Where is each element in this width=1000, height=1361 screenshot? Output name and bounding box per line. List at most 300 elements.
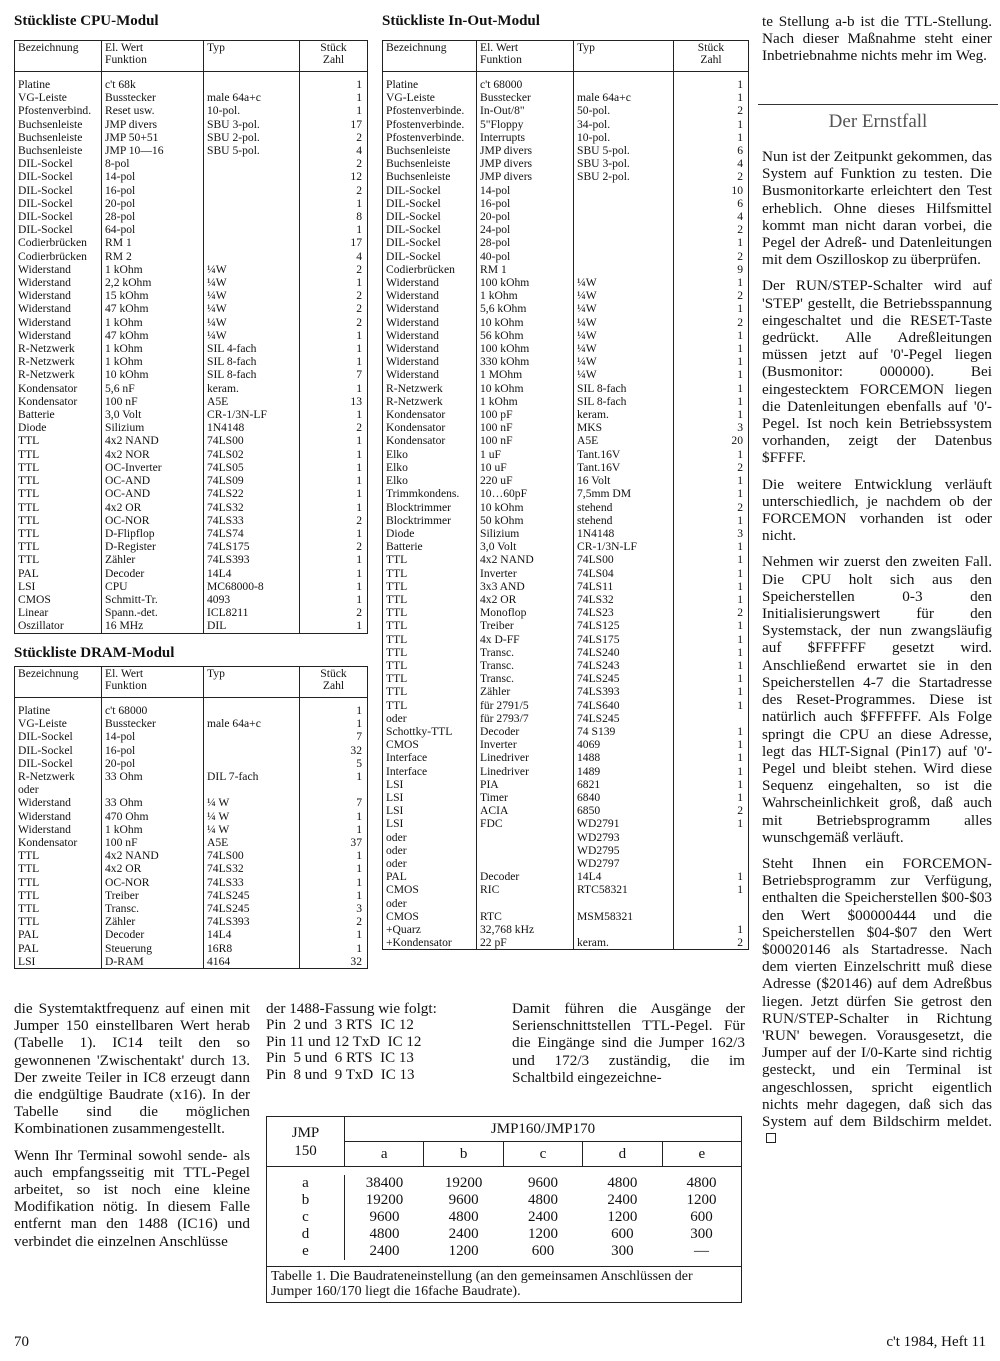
table-cell: SBU 5-pol.	[204, 144, 300, 157]
table-cell: Widerstand	[15, 823, 102, 836]
table-cell	[574, 210, 674, 223]
table-cell: c't 68000	[477, 78, 574, 91]
table-cell: für 2793/7	[477, 712, 574, 725]
table-cell: DIL-Sockel	[383, 210, 477, 223]
table-row	[15, 408, 368, 421]
row-label: c	[267, 1209, 345, 1226]
table-cell: 1	[674, 765, 749, 778]
table-row	[15, 514, 368, 527]
table-cell: 1489	[574, 765, 674, 778]
table-cell: Silizium	[477, 527, 574, 540]
table-row	[267, 1243, 742, 1260]
table-cell: 74LS32	[574, 593, 674, 606]
table-cell	[477, 857, 574, 870]
table-row	[15, 461, 368, 474]
table-row	[15, 250, 368, 263]
column-header: Stück Zahl	[300, 41, 368, 72]
table-cell: 1	[300, 704, 368, 717]
table-cell: PAL	[15, 567, 102, 580]
table-cell: Pfostenverbinde.	[383, 118, 477, 131]
table-cell: VG-Leiste	[15, 717, 102, 730]
table-cell: Batterie	[15, 408, 102, 421]
table-cell: Interface	[383, 765, 477, 778]
table-row	[383, 355, 749, 368]
table-row	[15, 104, 368, 117]
table-cell: LSI	[383, 791, 477, 804]
table-cell	[204, 78, 300, 91]
column-header: Bezeichnung	[15, 41, 102, 72]
table-cell: TTL	[383, 619, 477, 632]
table-cell: 16 Volt	[574, 474, 674, 487]
table-row	[15, 849, 368, 862]
table-cell: ¼W	[574, 276, 674, 289]
table-cell	[204, 783, 300, 796]
table-cell: oder	[383, 712, 477, 725]
table-cell: 100 pF	[477, 408, 574, 421]
table-cell: JMP divers	[477, 170, 574, 183]
table-cell: Widerstand	[383, 276, 477, 289]
table-cell: 9	[674, 263, 749, 276]
table-row	[15, 567, 368, 580]
table-cell: 1	[300, 78, 368, 91]
table-cell: 10-pol.	[574, 131, 674, 144]
table-cell: 74LS00	[204, 434, 300, 447]
table-cell: 1	[300, 448, 368, 461]
table-cell: LSI	[15, 955, 102, 969]
table-cell: Widerstand	[15, 302, 102, 315]
table-cell: 4800	[448, 1209, 479, 1225]
table-row	[383, 870, 749, 883]
table-cell: Blocktrimmer	[383, 514, 477, 527]
issue-footer: c't 1984, Heft 11	[886, 1334, 986, 1350]
table-cell: 1	[300, 434, 368, 447]
table-row	[383, 408, 749, 421]
table-row	[383, 421, 749, 434]
table-cell: 2	[300, 316, 368, 329]
table-cell: 1	[300, 619, 368, 633]
table-cell: 33 Ohm	[102, 770, 204, 783]
table-cell: 4x2 OR	[102, 501, 204, 514]
table-cell: DIL-Sockel	[383, 236, 477, 249]
table-row	[383, 936, 749, 950]
table-cell: 8-pol	[102, 157, 204, 170]
table-cell: DIL-Sockel	[383, 250, 477, 263]
table-cell: LSI	[383, 817, 477, 830]
table-cell: 1	[300, 223, 368, 236]
table-cell: 14-pol	[477, 184, 574, 197]
table-row	[383, 144, 749, 157]
table-cell: Platine	[383, 78, 477, 91]
table-cell: 1	[674, 778, 749, 791]
table-cell: JMP divers	[477, 157, 574, 170]
table-cell: 3	[300, 902, 368, 915]
table-cell: Kondensator	[383, 434, 477, 447]
table-cell: DIL-Sockel	[383, 184, 477, 197]
table-cell: 2	[674, 804, 749, 817]
table-cell: 20-pol	[102, 757, 204, 770]
table-row	[15, 289, 368, 302]
table-cell: Widerstand	[15, 329, 102, 342]
table-cell: Widerstand	[15, 796, 102, 809]
table-cell: ¼W	[574, 355, 674, 368]
table-row	[383, 382, 749, 395]
table-cell: Treiber	[477, 619, 574, 632]
table-cell: 2	[674, 606, 749, 619]
table-cell: 1	[674, 553, 749, 566]
table-cell: TTL	[15, 527, 102, 540]
table-cell: TTL	[15, 862, 102, 875]
table-cell: 4x2 OR	[102, 862, 204, 875]
table-row	[383, 738, 749, 751]
table-cell: CPU	[102, 580, 204, 593]
table-cell: CMOS	[15, 593, 102, 606]
table-row	[267, 1209, 742, 1226]
table-row	[15, 783, 368, 796]
table-cell: 7	[300, 730, 368, 743]
table-cell: 74LS23	[574, 606, 674, 619]
inout-parts-table	[382, 40, 749, 950]
table-cell: 330 kOhm	[477, 355, 574, 368]
table-cell: 20	[674, 434, 749, 447]
table-cell: TTL	[15, 501, 102, 514]
table-cell: 74LS175	[574, 633, 674, 646]
table-cell: 74 S139	[574, 725, 674, 738]
table-row	[383, 368, 749, 381]
column-header: El. Wert Funktion	[102, 667, 204, 698]
table-cell: 74LS245	[574, 672, 674, 685]
table-cell: CR-1/3N-LF	[204, 408, 300, 421]
table-cell: 6850	[574, 804, 674, 817]
table-cell: Decoder	[477, 725, 574, 738]
table-cell: DIL	[204, 619, 300, 633]
column-header: a	[345, 1142, 424, 1167]
table-cell: 4	[300, 144, 368, 157]
table-cell: 6821	[574, 778, 674, 791]
table-cell: 1	[674, 738, 749, 751]
table-cell	[204, 730, 300, 743]
table-cell	[574, 223, 674, 236]
table-cell: 2400	[607, 1192, 638, 1208]
table-row	[15, 302, 368, 315]
table-row	[383, 910, 749, 923]
table-row	[267, 1175, 742, 1192]
table-cell: 2	[674, 223, 749, 236]
table-row	[15, 619, 368, 633]
table-cell: MSM58321	[574, 910, 674, 923]
middle-column	[266, 1000, 506, 1083]
table-cell	[204, 157, 300, 170]
table-cell: ACIA	[477, 804, 574, 817]
table-row	[383, 778, 749, 791]
table-cell: 1 kOhm	[102, 316, 204, 329]
table-row	[15, 131, 368, 144]
table-cell: TTL	[15, 487, 102, 500]
table-cell: —	[694, 1243, 710, 1259]
table-cell: 74LS125	[574, 619, 674, 632]
table-cell	[204, 210, 300, 223]
table-cell: 19200	[444, 1175, 483, 1191]
table-cell: SBU 3-pol.	[204, 118, 300, 131]
table-cell: R-Netzwerk	[15, 355, 102, 368]
table-row	[267, 1226, 742, 1243]
table-cell: 10 kOhm	[477, 501, 574, 514]
table-row	[15, 382, 368, 395]
table-cell: Decoder	[102, 928, 204, 941]
table-cell	[477, 831, 574, 844]
table-cell: PAL	[15, 942, 102, 955]
table-row	[383, 434, 749, 447]
table-cell: 1 kOhm	[102, 355, 204, 368]
table-row	[383, 184, 749, 197]
table-cell: 3	[674, 527, 749, 540]
table-cell: OC-Inverter	[102, 461, 204, 474]
table-cell: PAL	[15, 928, 102, 941]
table-cell: 2	[300, 157, 368, 170]
table-cell: oder	[383, 844, 477, 857]
table-cell: DIL-Sockel	[15, 170, 102, 183]
table-row	[15, 730, 368, 743]
table-row	[383, 804, 749, 817]
table-cell: DIL-Sockel	[383, 197, 477, 210]
table-cell: 1	[674, 685, 749, 698]
table-cell: SBU 2-pol.	[204, 131, 300, 144]
table-cell: Busstecker	[102, 91, 204, 104]
table-cell	[674, 857, 749, 870]
table-cell: TTL	[15, 540, 102, 553]
table-cell	[674, 910, 749, 923]
table-row	[383, 765, 749, 778]
table-cell: Batterie	[383, 540, 477, 553]
table-cell: 1	[674, 580, 749, 593]
table-cell: Inverter	[477, 567, 574, 580]
table-cell: 64-pol	[102, 223, 204, 236]
table-cell: 2	[674, 170, 749, 183]
table-cell: 74LS32	[204, 862, 300, 875]
table-cell: 10 kOhm	[477, 316, 574, 329]
table-cell: 1	[300, 276, 368, 289]
table-cell	[204, 236, 300, 249]
table-cell: TTL	[15, 461, 102, 474]
table-cell: 4800	[607, 1175, 638, 1191]
table-cell: 1 kOhm	[477, 289, 574, 302]
table-cell: TTL	[383, 606, 477, 619]
table-cell: CMOS	[383, 738, 477, 751]
table-cell: 1 kOhm	[102, 342, 204, 355]
table-cell: 34-pol.	[574, 118, 674, 131]
column-header: Bezeichnung	[383, 41, 477, 72]
body-paragraph: die Systemtaktfrequenz auf einen mit Jumper 150 einstellbaren Wert herab (Tabelle 1). IC14 teilt den so gewonnenen 'Zwischentakt' durch 13. Der zweite Teiler in IC8 erzeugt dann die endgültige Baudrate (x16). In der Tabelle sind die möglichen Kombinationen zusammengestellt.	[14, 1000, 250, 1138]
table-cell: c't 68000	[102, 704, 204, 717]
table-cell: WD2793	[574, 831, 674, 844]
table-cell	[574, 897, 674, 910]
table-cell: 2	[674, 501, 749, 514]
table-row	[383, 316, 749, 329]
table-cell: ¼W	[574, 316, 674, 329]
table-cell	[674, 897, 749, 910]
table-cell: keram.	[574, 936, 674, 950]
table-cell	[204, 250, 300, 263]
table-cell: Blocktrimmer	[383, 501, 477, 514]
table-cell: DIL-Sockel	[15, 730, 102, 743]
table-row	[383, 580, 749, 593]
table-cell: 16-pol	[477, 197, 574, 210]
table-row	[383, 606, 749, 619]
table-cell: PAL	[383, 870, 477, 883]
table-row	[383, 567, 749, 580]
table-row	[383, 659, 749, 672]
table-cell: ¼ W	[204, 823, 300, 836]
table-cell: 2	[674, 104, 749, 117]
table-row	[15, 355, 368, 368]
table-cell: Elko	[383, 461, 477, 474]
table-cell: Tant.16V	[574, 461, 674, 474]
table-cell: 74LS33	[204, 514, 300, 527]
table-cell: +Kondensator	[383, 936, 477, 950]
table-cell: Platine	[15, 704, 102, 717]
table-cell: 1N4148	[574, 527, 674, 540]
table-cell: ¼W	[574, 329, 674, 342]
table-row	[383, 448, 749, 461]
table-cell: Widerstand	[383, 342, 477, 355]
table-cell: 4800	[527, 1192, 558, 1208]
table-row	[383, 712, 749, 725]
table-row	[15, 902, 368, 915]
table-row	[15, 144, 368, 157]
table-cell: 1	[674, 883, 749, 896]
table-cell: 2	[300, 263, 368, 276]
table-cell: 33 Ohm	[102, 796, 204, 809]
row-label: d	[267, 1226, 345, 1243]
table-cell: Busstecker	[102, 717, 204, 730]
table-cell: ¼ W	[204, 796, 300, 809]
row-label: a	[267, 1175, 345, 1192]
table-cell: TTL	[15, 474, 102, 487]
table-cell: 300	[690, 1226, 713, 1242]
table-cell: 5,6 nF	[102, 382, 204, 395]
table-cell: 74LS05	[204, 461, 300, 474]
table-cell: TTL	[15, 849, 102, 862]
table-cell: 5"Floppy	[477, 118, 574, 131]
table-cell	[477, 897, 574, 910]
table-cell	[574, 263, 674, 276]
table-header-row	[383, 41, 749, 72]
table-cell: male 64a+c	[204, 91, 300, 104]
table-cell: SIL 8-fach	[204, 368, 300, 381]
table-cell: 74LS175	[204, 540, 300, 553]
table-cell: Elko	[383, 448, 477, 461]
table-cell	[574, 250, 674, 263]
table-cell: Widerstand	[383, 289, 477, 302]
table-cell: Elko	[383, 474, 477, 487]
table-cell: 28-pol	[102, 210, 204, 223]
table-cell: 1488	[574, 751, 674, 764]
table-cell: DIL-Sockel	[15, 197, 102, 210]
table-cell: 2	[674, 289, 749, 302]
right-column-intro	[762, 13, 992, 74]
baud-rate-table	[266, 1116, 742, 1303]
table-cell: TTL	[15, 876, 102, 889]
table-cell: 1	[300, 717, 368, 730]
table-cell: 1N4148	[204, 421, 300, 434]
table-cell: Buchsenleiste	[15, 118, 102, 131]
table-row	[383, 118, 749, 131]
table-cell: Linedriver	[477, 751, 574, 764]
table-cell: 1	[300, 580, 368, 593]
table-cell: 1	[674, 395, 749, 408]
table-cell	[674, 831, 749, 844]
table-cell: R-Netzwerk	[15, 368, 102, 381]
table-cell: male 64a+c	[574, 91, 674, 104]
table-cell	[204, 184, 300, 197]
end-mark-icon	[766, 1133, 776, 1143]
table-cell: 1	[674, 791, 749, 804]
table-cell: 74LS74	[204, 527, 300, 540]
table-cell: 74LS640	[574, 699, 674, 712]
table-cell: 17	[300, 118, 368, 131]
table-cell: D-Flipflop	[102, 527, 204, 540]
table-row	[383, 223, 749, 236]
table-cell	[574, 923, 674, 936]
table-cell: ¼W	[574, 368, 674, 381]
table-cell: Linedriver	[477, 765, 574, 778]
table-cell: Codierbrücken	[15, 250, 102, 263]
table-cell: R-Netzwerk	[383, 382, 477, 395]
table-cell: Oszillator	[15, 619, 102, 633]
table-cell: 1	[300, 197, 368, 210]
table-row	[383, 501, 749, 514]
table-cell: 7	[300, 796, 368, 809]
table-cell: 4x D-FF	[477, 633, 574, 646]
table-cell: 3,0 Volt	[102, 408, 204, 421]
table-cell: 4800	[686, 1175, 717, 1191]
table-row	[15, 434, 368, 447]
table-cell: OC-NOR	[102, 514, 204, 527]
table-cell: 6	[674, 197, 749, 210]
body-paragraph: Wenn Ihr Terminal sowohl sende- als auch empfangsseitig mit TTL-Pegel arbeitet, so ist noch eine kleine Modifikation nötig. In diesem Falle entfernt man den 1488 (IC16) und verbindet die einzelnen Anschlüsse	[14, 1146, 250, 1250]
table-cell: 1	[674, 342, 749, 355]
pin-line: Pin 2 und 3 RTS IC 12	[266, 1017, 414, 1033]
dram-list-title: Stückliste DRAM-Modul	[14, 645, 175, 661]
body-paragraph: Nehmen wir zuerst den zweiten Fall. Die CPU holt sich aus den Speicherstellen 0-3 den Initialisierungswert für den Systemstack, der nun zwangsläufig auf $FFFFFF gesetzt wird. Anschließend erwartet sie in den Speicherstellen 4-7 die Startadresse des Reset-Programmes. Diese ist natürlich auch $FFFFFF. Als Folge springt die CPU an diese Adresse, legt das HLT-Signal (Pin17) auf '0'-Pegel und bleibt stehen. Wird diese Sequenz eingehalten, so ist die Wahrscheinlichkeit groß, daß auch mit Betriebsprogramm alles wunschgemäß verläuft.	[762, 553, 992, 846]
table-cell: TTL	[383, 685, 477, 698]
table-cell: 1	[674, 368, 749, 381]
table-row	[15, 210, 368, 223]
table-cell: TTL	[383, 567, 477, 580]
table-cell: TTL	[383, 659, 477, 672]
table-cell: Transc.	[102, 902, 204, 915]
table-cell: Decoder	[477, 870, 574, 883]
table-cell: 2400	[448, 1226, 479, 1242]
table-row	[15, 395, 368, 408]
table-cell: 1	[674, 276, 749, 289]
table-cell: 2	[300, 184, 368, 197]
table-cell: 14L4	[574, 870, 674, 883]
table-row	[383, 250, 749, 263]
table-cell: 100 kOhm	[477, 276, 574, 289]
table-row	[15, 862, 368, 875]
table-cell: TTL	[383, 580, 477, 593]
table-cell: 2400	[369, 1243, 400, 1259]
table-row	[383, 553, 749, 566]
table-cell: 1	[674, 923, 749, 936]
column-header: d	[583, 1142, 662, 1167]
table-cell: Kondensator	[15, 836, 102, 849]
table-cell: LSI	[383, 804, 477, 817]
table-cell: SIL 8-fach	[204, 355, 300, 368]
table-cell: Widerstand	[383, 329, 477, 342]
table-cell: Buchsenleiste	[383, 170, 477, 183]
table-cell: JMP 50+51	[102, 131, 204, 144]
